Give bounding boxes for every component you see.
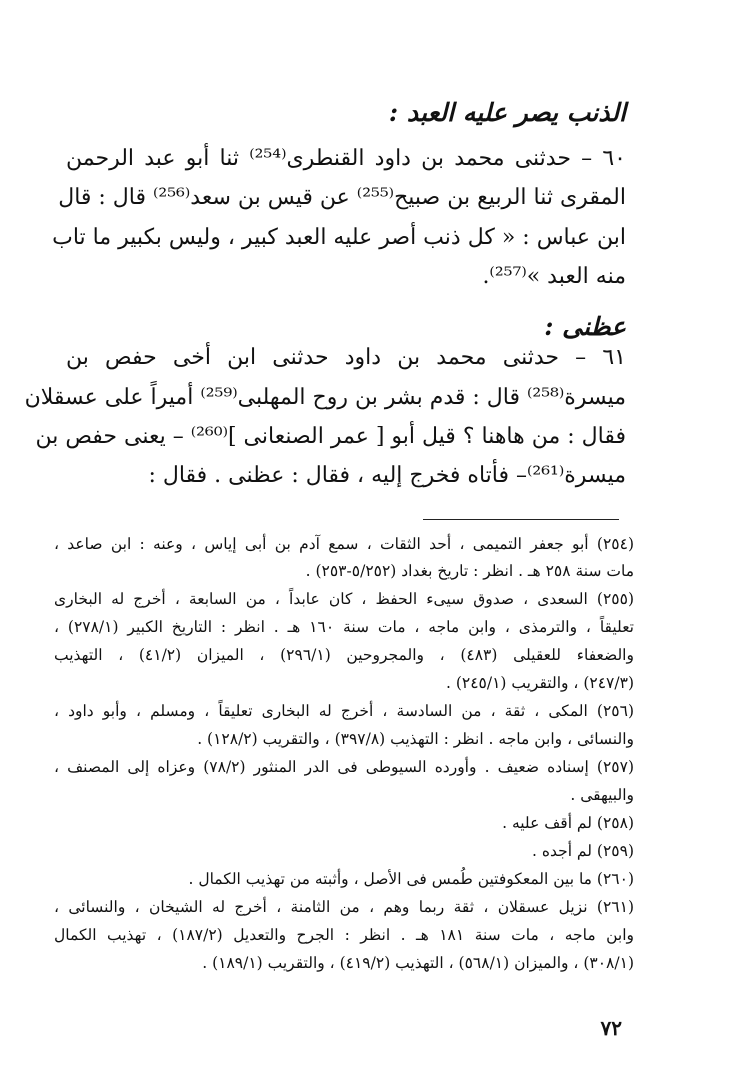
text-line: ابن عباس : « كل ذنب أصر عليه العبد كبير ، وليس بكبير ما تاب: [52, 225, 626, 250]
footnote-line: (٢٤٧/٣) ، والتقريب (٢٤٥/١) .: [445, 674, 634, 692]
footnote-line: (٣٠٨/١) ، والميزان (٥٦٨/١) ، التهذيب (٤١٩/٢) ، والتقريب (١٨٩/١) .: [202, 954, 634, 972]
footnote-line: (٢٦٠) ما بين المعكوفتين طُمس فى الأصل ، وأثبته من تهذيب الكمال .: [188, 870, 634, 888]
footnote-line: (٢٥٧) إسناده ضعيف . وأورده السيوطى فى الدر المنثور (٧٨/٢) وعزاه إلى المصنف ،: [54, 758, 634, 776]
footnote-line: (٢٥٤) أبو جعفر التميمى ، أحد الثقات ، سمع آدم بن أبى إياس ، وعنه : ابن صاعد ،: [54, 535, 634, 553]
footnote-line: والنسائى ، وابن ماجه . انظر : التهذيب (٣٩٧/٨) ، والتقريب (١٢٨/٢) .: [197, 730, 634, 748]
footnote-line: (٢٥٩) لم أجده .: [532, 842, 634, 860]
page-number: ٧٢: [600, 1016, 622, 1040]
text-line: ٦٠ – حدثنى محمد بن داود القنطرى⁽²⁵⁴⁾ ثنا أبو عبد الرحمن: [66, 146, 626, 171]
footnote-line: تعليقاً ، والترمذى ، وابن ماجه ، مات سنة ١٦٠ هـ . انظر : التاريخ الكبير (٢٧٨/١) ،: [54, 618, 634, 636]
footnote-divider: [423, 519, 619, 520]
footnote-line: والبيهقى .: [570, 786, 634, 804]
footnote-line: (٢٥٥) السعدى ، صدوق سيىء الحفظ ، كان عابداً ، من السابعة ، أخرج له البخارى: [54, 590, 634, 608]
footnote-line: (٢٦١) نزيل عسقلان ، ثقة ربما وهم ، من الثامنة ، أخرج له الشيخان ، والنسائى ،: [54, 898, 634, 916]
text-line: المقرى ثنا الربيع بن صبيح⁽²⁵⁵⁾ عن قيس بن سعد⁽²⁵⁶⁾ قال : قال: [58, 185, 626, 210]
text-line: منه العبد »⁽²⁵⁷⁾.: [482, 264, 626, 289]
section-heading-sin: الذنب يصر عليه العبد :: [388, 98, 626, 127]
text-line: ميسرة⁽²⁶¹⁾– فأتاه فخرج إليه ، فقال : عظنى . فقال :: [148, 463, 626, 488]
footnote-line: (٢٥٦) المكى ، ثقة ، من السادسة ، أخرج له البخارى تعليقاً ، ومسلم ، وأبو داود ،: [54, 702, 634, 720]
footnote-line: (٢٥٨) لم أقف عليه .: [502, 814, 634, 832]
footnote-line: وابن ماجه ، مات سنة ١٨١ هـ . انظر : الجرح والتعديل (١٨٧/٢) ، تهذيب الكمال: [54, 926, 634, 944]
text-line: ميسرة⁽²⁵⁸⁾ قال : قدم بشر بن روح المهلبى⁽²⁵⁹⁾ أميراً على عسقلان: [24, 385, 626, 410]
text-line: فقال : من هاهنا ؟ قيل أبو [ عمر الصنعانى ]⁽²⁶⁰⁾ – يعنى حفص بن: [35, 424, 626, 449]
section-heading-advise: عظنى :: [544, 312, 626, 341]
text-line: ٦١ – حدثنى محمد بن داود حدثنى ابن أخى حفص بن: [66, 345, 626, 370]
footnote-line: والضعفاء للعقيلى (٤٨٣) ، والمجروحين (٢٩٦/١) ، الميزان (٤١/٢) ، التهذيب: [54, 646, 634, 664]
footnote-line: مات سنة ٢٥٨ هـ . انظر : تاريخ بغداد (٥/٢٥٢-٢٥٣) .: [305, 562, 634, 580]
